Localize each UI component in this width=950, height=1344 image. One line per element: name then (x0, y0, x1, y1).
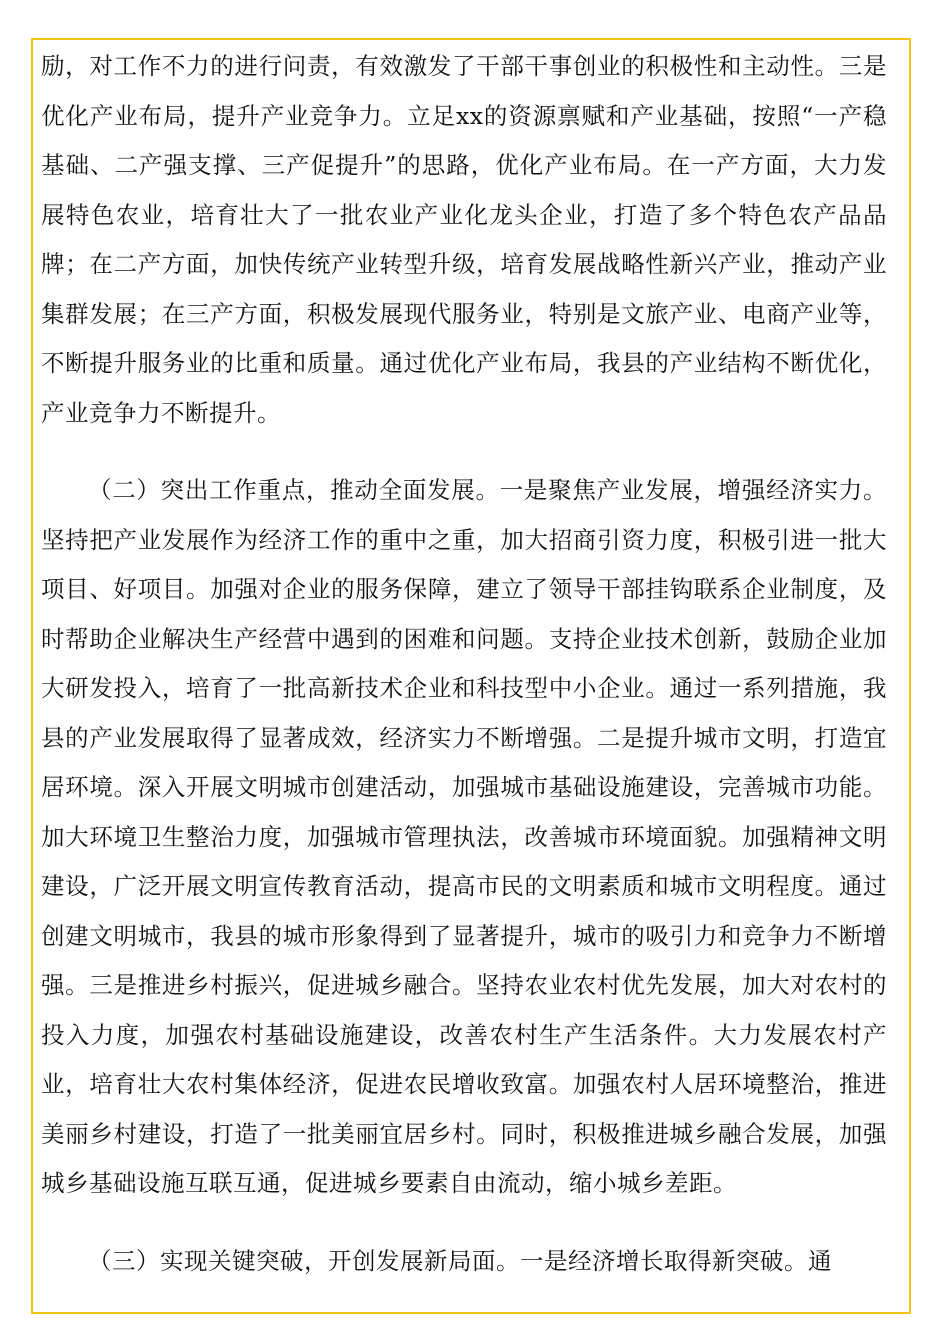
paragraph-continuation: 励，对工作不力的进行问责，有效激发了干部干事创业的积极性和主动性。三是优化产业布局，提升产业竞争力。立足xx的资源禀赋和产业基础，按照“一产稳基础、二产强支撑、三产促提升”的思路，优化产业布局。在一产方面，大力发展特色农业，培育壮大了一批农业产业化龙头企业，打造了多个特色农产品品牌；在二产方面，加快传统产业转型升级，培育发展战略性新兴产业，推动产业集群发展；在三产方面，积极发展现代服务业，特别是文旅产业、电商产业等，不断提升服务业的比重和质量。通过优化产业布局，我县的产业结构不断优化，产业竞争力不断提升。 (41, 52, 887, 427)
paragraph-section-two: （二）突出工作重点，推动全面发展。一是聚焦产业发展，增强经济实力。坚持把产业发展作为经济工作的重中之重，加大招商引资力度，积极引进一批大项目、好项目。加强对企业的服务保障，建立了领导干部挂钩联系企业制度，及时帮助企业解决生产经营中遇到的困难和问题。支持企业技术创新，鼓励企业加大研发投入，培育了一批高新技术企业和科技型中小企业。通过一系列措施，我县的产业发展取得了显著成效，经济实力不断增强。二是提升城市文明，打造宜居环境。深入开展文明城市创建活动，加强城市基础设施建设，完善城市功能。加大环境卫生整治力度，加强城市管理执法，改善城市环境面貌。加强精神文明建设，广泛开展文明宣传教育活动，提高市民的文明素质和城市文明程度。通过创建文明城市，我县的城市形象得到了显著提升，城市的吸引力和竞争力不断增强。三是推进乡村振兴，促进城乡融合。坚持农业农村优先发展，加大对农村的投入力度，加强农村基础设施建设，改善农村生产生活条件。大力发展农村产业，培育壮大农村集体经济，促进农民增收致富。加强农村人居环境整治，推进美丽乡村建设，打造了一批美丽宜居乡村。同时，积极推进城乡融合发展，加强城乡基础设施互联互通，促进城乡要素自由流动，缩小城乡差距。 (41, 476, 887, 1197)
document-body (41, 42, 887, 1286)
paragraph-section-three: （三）实现关键突破，开创发展新局面。一是经济增长取得新突破。通 (88, 1246, 832, 1275)
